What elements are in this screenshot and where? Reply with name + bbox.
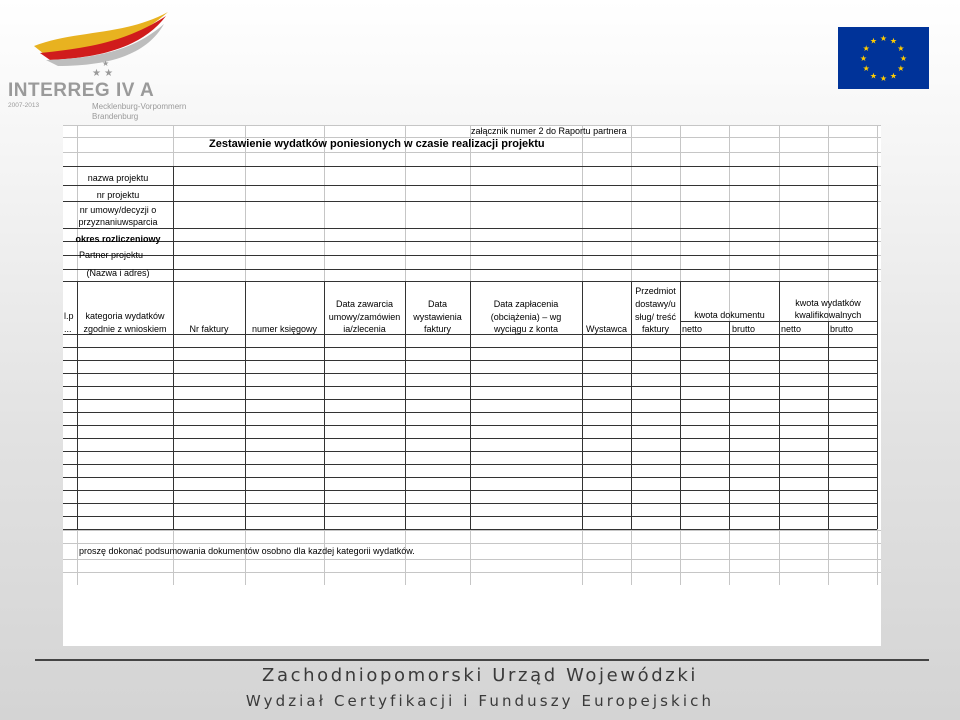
col-eligible-1: kwota wydatków [795, 298, 861, 308]
col-subject-1: Przedmiot [635, 286, 676, 296]
label-project-no: nr projektu [96, 190, 140, 200]
sheet-grid [63, 125, 881, 646]
col-payment-1: Data zapłacenia [493, 299, 559, 309]
label-partner: Partner projektu [78, 250, 144, 260]
label-period: okres rozliczeniowy [75, 234, 161, 244]
col-subject-3: sług/ treść [634, 312, 676, 322]
logo-years: 2007-2013 [8, 102, 40, 109]
col-eligible-netto: netto [781, 324, 802, 334]
eu-star: ★ [862, 64, 870, 73]
footer-institution: Zachodniopomorski Urząd Wojewódzki [262, 665, 698, 686]
eu-star: ★ [869, 36, 878, 46]
label-agreement-1: nr umowy/decyzji o [79, 205, 157, 215]
col-issue-1: Data [427, 299, 447, 309]
eu-star: ★ [889, 36, 898, 46]
col-invoice-no: Nr faktury [189, 324, 229, 334]
eu-star: ★ [899, 54, 908, 63]
col-contract-2: umowy/zamówien [328, 312, 401, 322]
logo-region: Mecklenburg-Vorpommern Brandenburg [92, 102, 187, 121]
eu-star: ★ [879, 34, 888, 43]
eu-star: ★ [862, 44, 870, 53]
col-issue-3: faktury [423, 324, 451, 334]
label-partner-address: (Nazwa i adres) [86, 268, 150, 278]
col-doc-brutto: brutto [732, 324, 756, 334]
footer-divider [35, 659, 929, 661]
sheet-title: Zestawienie wydatków poniesionych w czasie realizacji projektu [209, 138, 545, 150]
col-lp-1: l.p [64, 311, 74, 321]
col-ledger-no: numer księgowy [251, 324, 318, 334]
col-doc-amount: kwota dokumentu [694, 310, 765, 320]
eu-star: ★ [859, 54, 868, 63]
eu-star: ★ [897, 64, 905, 73]
col-issuer: Wystawca [586, 324, 627, 334]
label-agreement-2: przyznaniuwsparcia [78, 217, 158, 227]
interreg-logo [6, 6, 226, 128]
attachment-note: załącznik numer 2 do Raportu partnera [471, 126, 627, 136]
interreg-logo-icon [6, 6, 176, 80]
footer-department: Wydział Certyfikacji i Funduszy Europejskich [245, 692, 715, 710]
col-category-2: zgodnie z wnioskiem [83, 324, 167, 334]
summary-note: proszę dokonać podsumowania dokumentów osobno dla kazdej kategorii wydatków. [79, 546, 415, 556]
col-contract-3: ia/zlecenia [343, 324, 386, 334]
col-payment-2: (obciążenia) – wg [490, 312, 562, 322]
eu-star: ★ [897, 44, 905, 53]
col-category-1: kategoria wydatków [85, 311, 165, 321]
col-eligible-2: kwalifikowalnych [794, 310, 862, 320]
col-contract-1: Data zawarcia [335, 299, 394, 309]
svg-text:★: ★ [102, 59, 110, 68]
col-doc-netto: netto [682, 324, 703, 334]
svg-text:★ ★: ★ ★ [92, 68, 114, 79]
eu-flag-icon [838, 27, 929, 89]
col-eligible-brutto: brutto [830, 324, 854, 334]
col-subject-2: dostawy/u [635, 299, 676, 309]
expense-sheet [63, 125, 881, 646]
label-project-name: nazwa projektu [87, 173, 149, 183]
col-issue-2: wystawienia [413, 312, 462, 322]
col-payment-3: wyciągu z konta [493, 324, 559, 334]
eu-star: ★ [869, 71, 878, 81]
eu-star: ★ [889, 71, 898, 81]
col-subject-4: faktury [641, 324, 669, 334]
eu-star: ★ [879, 74, 888, 83]
col-lp-2: ... [64, 324, 72, 334]
logo-title: INTERREG IV A [8, 80, 155, 101]
